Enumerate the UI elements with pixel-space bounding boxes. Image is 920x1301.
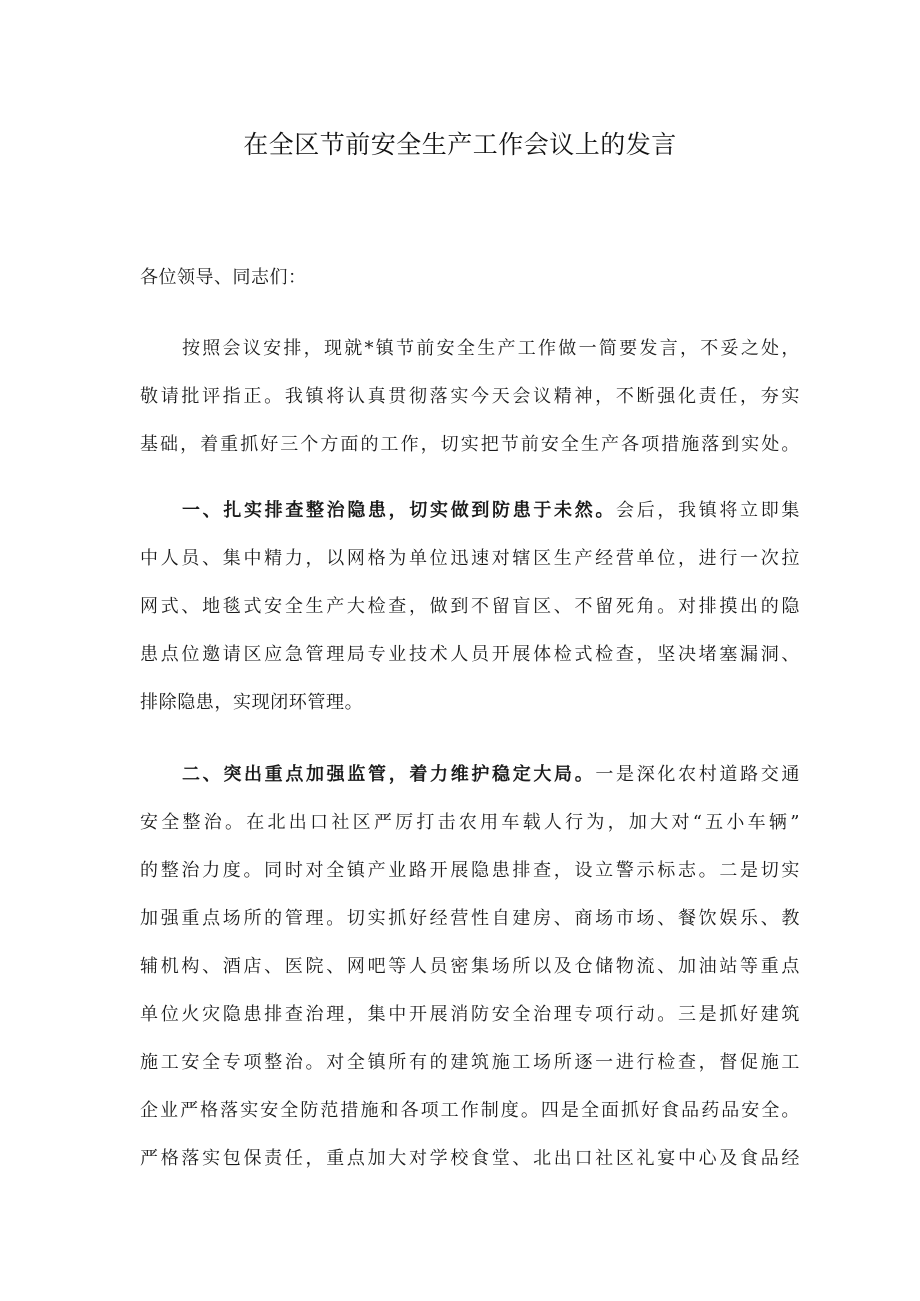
paragraph-line: 按照会议安排，现就*镇节前安全生产工作做一简要发言，不妥之处， (182, 338, 800, 359)
heading-continuation: 一是深化农村道路交通 (595, 764, 801, 785)
paragraph-line: 安全整治。在北出口社区严厉打击农用车载人行为，加大对“五小车辆” (140, 812, 800, 833)
section-heading: 二、突出重点加强监管，着力维护稳定大局。 (182, 764, 596, 785)
paragraph-first-line (140, 761, 800, 809)
paragraph-line: 企业严格落实安全防范措施和各项工作制度。四是全面抓好食品药品安全。 (140, 1100, 800, 1121)
paragraph-line: 加强重点场所的管理。切实抓好经营性自建房、商场市场、餐饮娱乐、教 (140, 908, 800, 929)
paragraph-line: 基础，着重抓好三个方面的工作，切实把节前安全生产各项措施落到实处。 (140, 434, 800, 455)
section-heading: 一、扎实排查整治隐患，切实做到防患于未然。 (182, 500, 617, 521)
document-title: 在全区节前安全生产工作会议上的发言 (243, 130, 677, 159)
salutation: 各位领导、同志们： (140, 267, 307, 288)
paragraph-first-line (140, 497, 800, 545)
paragraph-line: 患点位邀请区应急管理局专业技术人员开展体检式检查，坚决堵塞漏洞、 (140, 644, 800, 665)
paragraph-line: 辅机构、酒店、医院、网吧等人员密集场所以及仓储物流、加油站等重点 (140, 956, 800, 977)
paragraph-line: 敬请批评指正。我镇将认真贯彻落实今天会议精神，不断强化责任，夯实 (140, 386, 800, 407)
paragraph-line: 中人员、集中精力，以网格为单位迅速对辖区生产经营单位，进行一次拉 (140, 548, 800, 569)
paragraph-line: 单位火灾隐患排查治理，集中开展消防安全治理专项行动。三是抓好建筑 (140, 1004, 800, 1025)
heading-continuation: 会后，我镇将立即集 (616, 500, 800, 521)
paragraph-line: 的整治力度。同时对全镇产业路开展隐患排查，设立警示标志。二是切实 (140, 860, 800, 881)
paragraph-section-two (140, 761, 800, 1193)
paragraph-intro (140, 335, 800, 479)
paragraph-section-one (140, 497, 800, 737)
paragraph-line: 施工安全专项整治。对全镇所有的建筑施工场所逐一进行检查，督促施工 (140, 1052, 800, 1073)
paragraph-line: 严格落实包保责任，重点加大对学校食堂、北出口社区礼宴中心及食品经 (140, 1148, 800, 1169)
paragraph-line: 网式、地毯式安全生产大检查，做到不留盲区、不留死角。对排摸出的隐 (140, 596, 800, 617)
paragraph-last-line: 排除隐患，实现闭环管理。 (140, 692, 364, 713)
